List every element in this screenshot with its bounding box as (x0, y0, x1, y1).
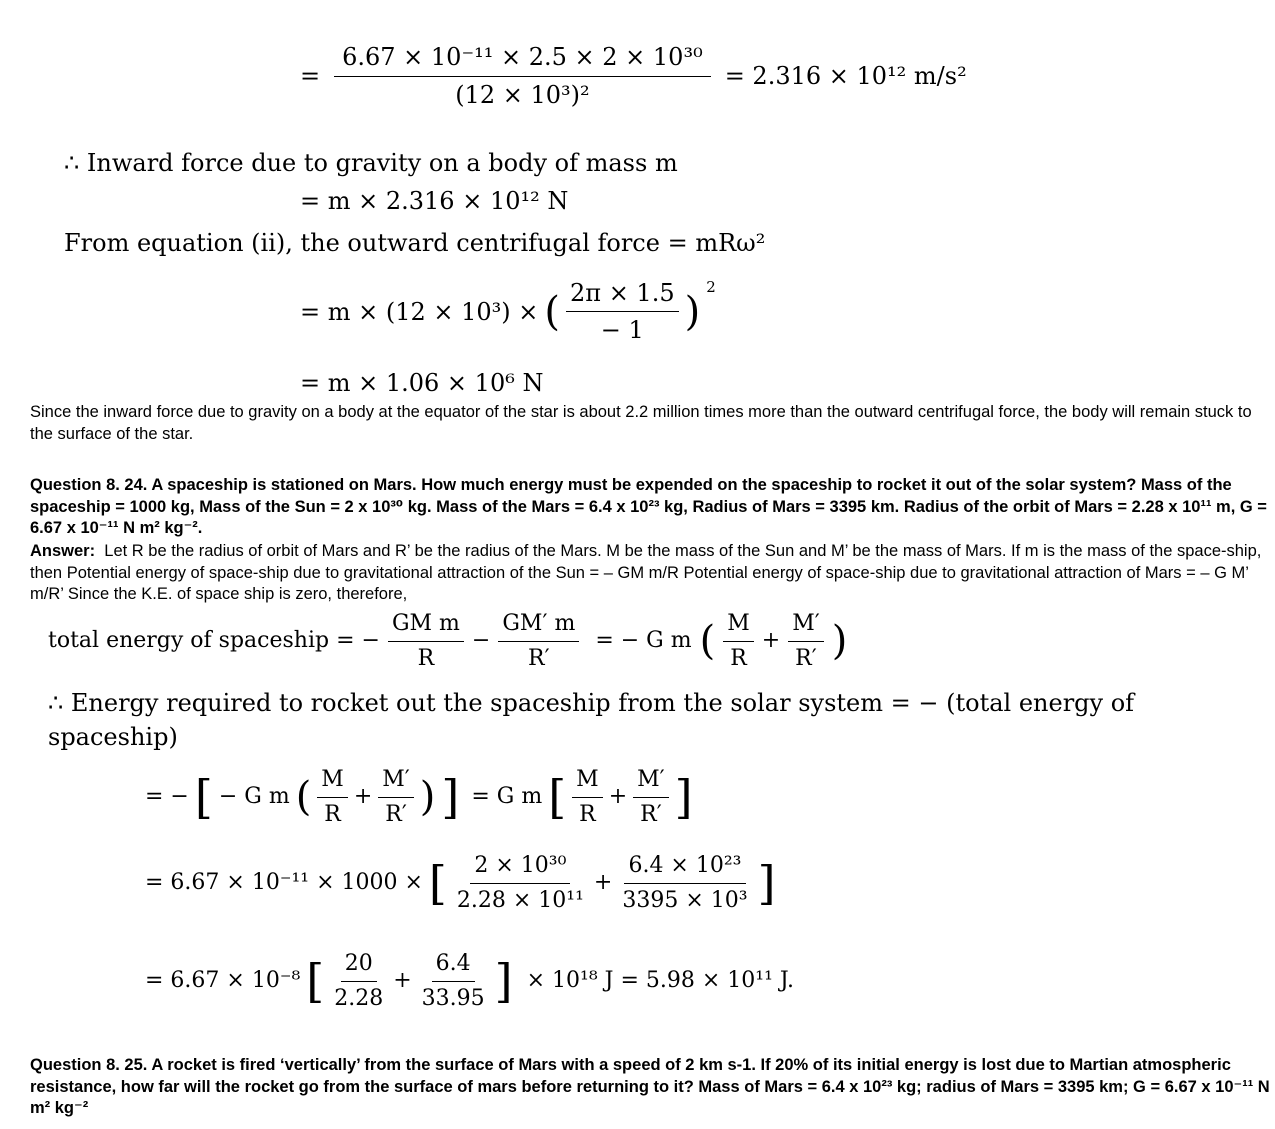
conclusion-paragraph: Since the inward force due to gravity on a body at the equator of the star is about 2.2 million times more than the outward centrifugal force, the body will remain stuck to the surface of the star. (30, 403, 1252, 443)
question-25: Question 8. 25. A rocket is fired ‘vertically’ from the surface of Mars with a speed of 2 km s-1. If 20% of its initial energy is lost due to Martian atmospheric resistance, how far will the rocket go from the surface of mars before returning to it? Mass of Mars = 6.4 x 10²³ kg; radius of Mars = 3395 km; G = 6.67 x 10⁻¹¹ N m² kg⁻² (30, 1056, 1270, 1117)
numerator: M (317, 766, 348, 798)
denominator: (12 × 10³)² (455, 81, 590, 109)
lhs: = 6.67 × 10⁻⁸ (145, 968, 301, 994)
denominator: R′ (528, 645, 550, 671)
centrifugal-line: From equation (ii), the outward centrifugal force = mRω² (64, 229, 766, 257)
right-bracket: ] (757, 856, 776, 910)
inward-force-line: ∴ Inward force due to gravity on a body of mass m (64, 149, 678, 177)
fraction (317, 766, 348, 828)
right-paren: ) (831, 618, 848, 664)
right-paren: ) (419, 774, 436, 820)
equation-energy-symbolic (145, 766, 693, 828)
equation-energy-result (145, 950, 794, 1012)
left-bracket: [ (194, 770, 213, 824)
numerator: 2 × 10³⁰ (470, 852, 570, 884)
energy-required-line-2: spaceship) (48, 723, 178, 751)
numerator: GM m (388, 610, 464, 642)
numerator: 6.67 × 10⁻¹¹ × 2.5 × 2 × 10³⁰ (334, 42, 711, 77)
equation-accel (300, 42, 967, 110)
denominator: R (730, 645, 747, 671)
fraction (498, 610, 579, 672)
denominator: R (417, 645, 435, 671)
answer-label: Answer: (30, 542, 96, 560)
energy-required-line-1: ∴ Energy required to rocket out the spaceship from the solar system = − (total energy of (48, 689, 1135, 717)
left-paren: ( (544, 288, 561, 335)
fraction (723, 610, 754, 672)
plus-sign: + (393, 968, 412, 994)
numerator: 20 (341, 950, 377, 982)
centrifugal-result: = m × 1.06 × 10⁶ N (300, 369, 544, 397)
fraction (330, 950, 387, 1012)
label: total energy of spaceship = − (48, 628, 380, 654)
numerator: M (572, 766, 603, 798)
denominator: R (324, 801, 341, 827)
plus-sign: + (593, 870, 613, 896)
answer-text: Let R be the radius of orbit of Mars and R’ be the radius of the Mars. M be the mass of the Sun and M’ be the mass of Mars. If m is the mass of the space-ship, then Potential energy of space-ship due to gravitational attraction of the Sun = – GM m/R Potential energy of space-ship due to gravitational attraction of Mars = – G M’ m/R’ Since the K.E. of space ship is zero, therefore, (30, 542, 1262, 603)
plus-sign: + (353, 784, 373, 810)
denominator: R (579, 801, 596, 827)
rhs: × 10¹⁸ J = 5.98 × 10¹¹ J. (526, 968, 795, 994)
plus-sign: + (761, 628, 781, 654)
result: = 2.316 × 10¹² m/s² (724, 62, 967, 90)
equation-energy-numeric (145, 852, 776, 914)
numerator: 6.4 × 10²³ (624, 852, 745, 884)
right-paren: ) (684, 288, 701, 335)
numerator: M′ (788, 610, 824, 642)
left-paren: ( (295, 774, 312, 820)
right-bracket: ] (494, 954, 513, 1008)
numerator: 2π × 1.5 (566, 278, 679, 312)
denominator: R′ (640, 801, 662, 827)
mid: = G m (471, 784, 543, 810)
denominator: R′ (795, 645, 817, 671)
minus-sign: − (471, 628, 491, 654)
plus-sign: + (608, 784, 628, 810)
fraction (572, 766, 603, 828)
numerator: GM′ m (498, 610, 579, 642)
numerator: M′ (378, 766, 414, 798)
denominator: − 1 (600, 316, 644, 344)
left-bracket: [ (428, 856, 447, 910)
denominator: 33.95 (421, 985, 485, 1011)
left-bracket: [ (548, 770, 567, 824)
fraction (618, 852, 751, 914)
numerator: M′ (633, 766, 669, 798)
rhs: = − G m (595, 628, 692, 654)
equals-sign: = (300, 62, 321, 90)
fraction (566, 278, 679, 345)
lead: = − (145, 784, 189, 810)
left-paren: ( (699, 618, 716, 664)
fraction (334, 42, 711, 110)
fraction (633, 766, 669, 828)
denominator: 3395 × 10³ (622, 887, 748, 913)
right-bracket: ] (674, 770, 693, 824)
fraction (388, 610, 464, 672)
left-bracket: [ (306, 954, 325, 1008)
inward-force-value: = m × 2.316 × 10¹² N (300, 187, 569, 215)
question-24: Question 8. 24. A spaceship is stationed on Mars. How much energy must be expended on the spaceship to rocket it out of the solar system? Mass of the spaceship = 1000 kg, Mass of the Sun = 2 x 10³⁰ kg. Mass of the Mars = 6.4 x 10²³ kg, Radius of Mars = 3395 km. Radius of the orbit of Mars = 2.28 x 10¹¹ m, G = 6.67 x 10⁻¹¹ N m² kg⁻². (30, 476, 1267, 537)
fraction (453, 852, 588, 914)
exponent: 2 (706, 278, 716, 296)
numerator: 6.4 (432, 950, 475, 982)
lhs: = 6.67 × 10⁻¹¹ × 1000 × (145, 870, 423, 896)
denominator: 2.28 × 10¹¹ (456, 887, 584, 913)
denominator: R′ (385, 801, 407, 827)
equation-centrifugal (300, 278, 716, 345)
numerator: M (723, 610, 754, 642)
denominator: 2.28 (334, 985, 384, 1011)
lhs: = m × (12 × 10³) × (300, 297, 539, 326)
fraction (788, 610, 824, 672)
fraction (418, 950, 489, 1012)
fraction (378, 766, 414, 828)
right-bracket: ] (441, 770, 460, 824)
total-energy-equation (48, 610, 847, 672)
answer-24 (30, 541, 1270, 606)
inner: − G m (218, 784, 290, 810)
